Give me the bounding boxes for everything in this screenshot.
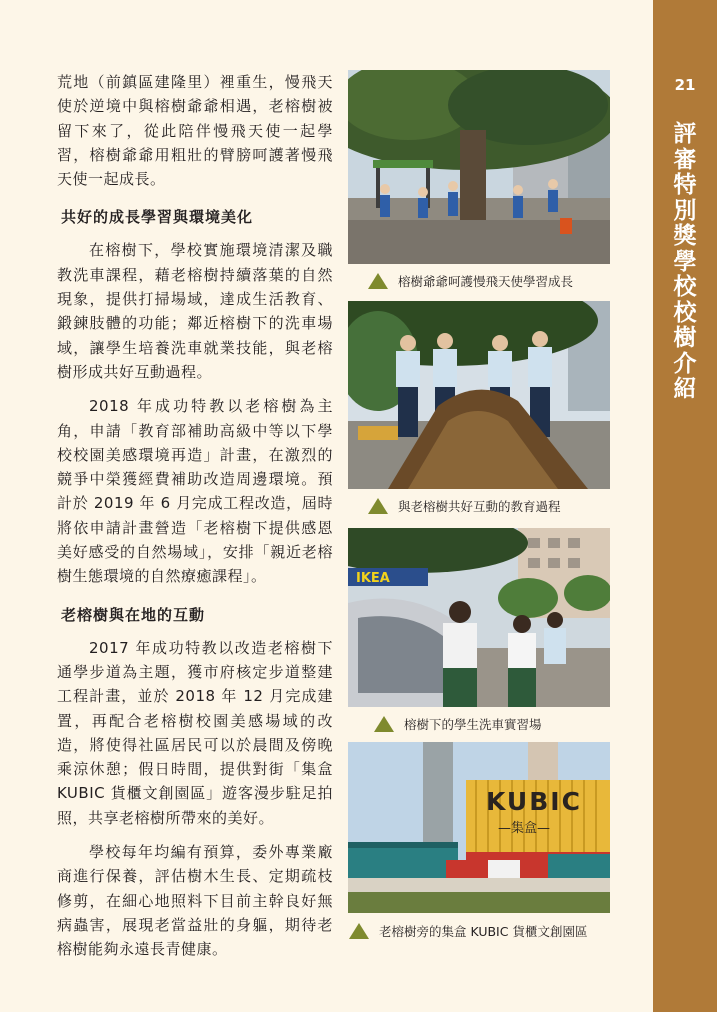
photo-leaf-pile xyxy=(348,301,610,489)
section-title-char: 介 xyxy=(673,350,697,377)
paragraph-cleaning-carwash: 在榕樹下，學校實施環境清潔及職教洗車課程，藉老榕樹持續落葉的自然現象，提供打掃場域，達成生活教育、鍛鍊肢體的功能；鄰近榕樹下的洗車場域，讓學生培養洗車就業技能，與老榕樹形成共好互動過程。 xyxy=(57,241,333,381)
section-title-char: 別 xyxy=(673,197,697,224)
section-title-char: 校 xyxy=(673,274,697,300)
sidebar-band xyxy=(653,0,717,1012)
photo-students-sweeping xyxy=(348,70,610,264)
article-body xyxy=(57,70,333,962)
caption-photo-2 xyxy=(368,497,561,515)
caption-photo-1 xyxy=(368,272,573,290)
kubic-sign-text: KUBIC xyxy=(486,787,582,816)
section-title-char: 評 xyxy=(673,121,697,147)
caption-text: 老榕樹旁的集盒 KUBIC 貨櫃文創園區 xyxy=(379,924,588,939)
section-title-char: 紹 xyxy=(673,376,697,402)
caption-text: 榕樹爺爺呵護慢飛天使學習成長 xyxy=(398,274,574,289)
section-title-char: 獎 xyxy=(673,223,697,249)
heading-local-interaction: 老榕樹與在地的互動 xyxy=(61,605,206,624)
paragraph-maintenance: 學校每年均編有預算，委外專業廠商進行保養，評估樹木生長、定期疏枝修剪，在細心地照料下目前主幹良好無病蟲害，展現老當益壯的身軀，期待老榕樹能夠永遠長青健康。 xyxy=(57,843,333,959)
caption-photo-3 xyxy=(374,715,542,733)
section-title xyxy=(653,122,717,403)
photo-car-wash xyxy=(348,528,610,707)
triangle-marker-icon xyxy=(374,716,394,732)
section-title-char: 校 xyxy=(673,299,697,326)
paragraph-2018-project: 2018 年成功特教以老榕樹為主角，申請「教育部補助高級中等以下學校校園美感環境再造」計畫，在激烈的競爭中榮獲經費補助改造周邊環境。預計於 2019 年 6 月完成工程改造，屆時將依申請計畫營造「老榕樹下提供感恩美好感受的自然場域」，安排「親近老榕樹生態環境的自然療癒課程」。 xyxy=(57,397,333,586)
triangle-marker-icon xyxy=(368,273,388,289)
heading-growth-learning: 共好的成長學習與環境美化 xyxy=(61,208,254,227)
section-title-char: 審 xyxy=(673,146,697,173)
caption-photo-4 xyxy=(349,922,587,940)
paragraph-intro: 荒地（前鎮區建隆里）裡重生，慢飛天使於逆境中與榕樹爺爺相遇，老榕樹被留下來了，從此陪伴慢飛天使一起學習，榕樹爺爺用粗壯的臂膀呵護著慢飛天使一起成長。 xyxy=(57,73,333,189)
kubic-sign-cn-text: —集盒— xyxy=(498,821,551,836)
triangle-marker-icon xyxy=(368,498,388,514)
triangle-marker-icon xyxy=(349,923,369,939)
page-number: 21 xyxy=(674,76,696,94)
caption-text: 與老榕樹共好互動的教育過程 xyxy=(398,499,561,514)
section-title-char: 樹 xyxy=(673,325,697,351)
section-title-char: 學 xyxy=(673,248,697,275)
ikea-sign-text: IKEA xyxy=(356,571,390,586)
section-title-char: 特 xyxy=(673,172,697,198)
photo-kubic-park xyxy=(348,742,610,913)
paragraph-2017-walkway: 2017 年成功特教以改造老榕樹下通學步道為主題，獲市府核定步道整建工程計畫，並於 2018 年 12 月完成建置，再配合老榕樹校園美感場域的改造，將使得社區居民可以於晨間及傍晚乘涼休憩；假日時間，提供對街「集盒 KUBIC 貨櫃文創園區」遊客漫步駐足拍照，共享老榕樹所帶來的美好。 xyxy=(57,638,333,827)
caption-text: 榕樹下的學生洗車實習場 xyxy=(404,717,542,732)
